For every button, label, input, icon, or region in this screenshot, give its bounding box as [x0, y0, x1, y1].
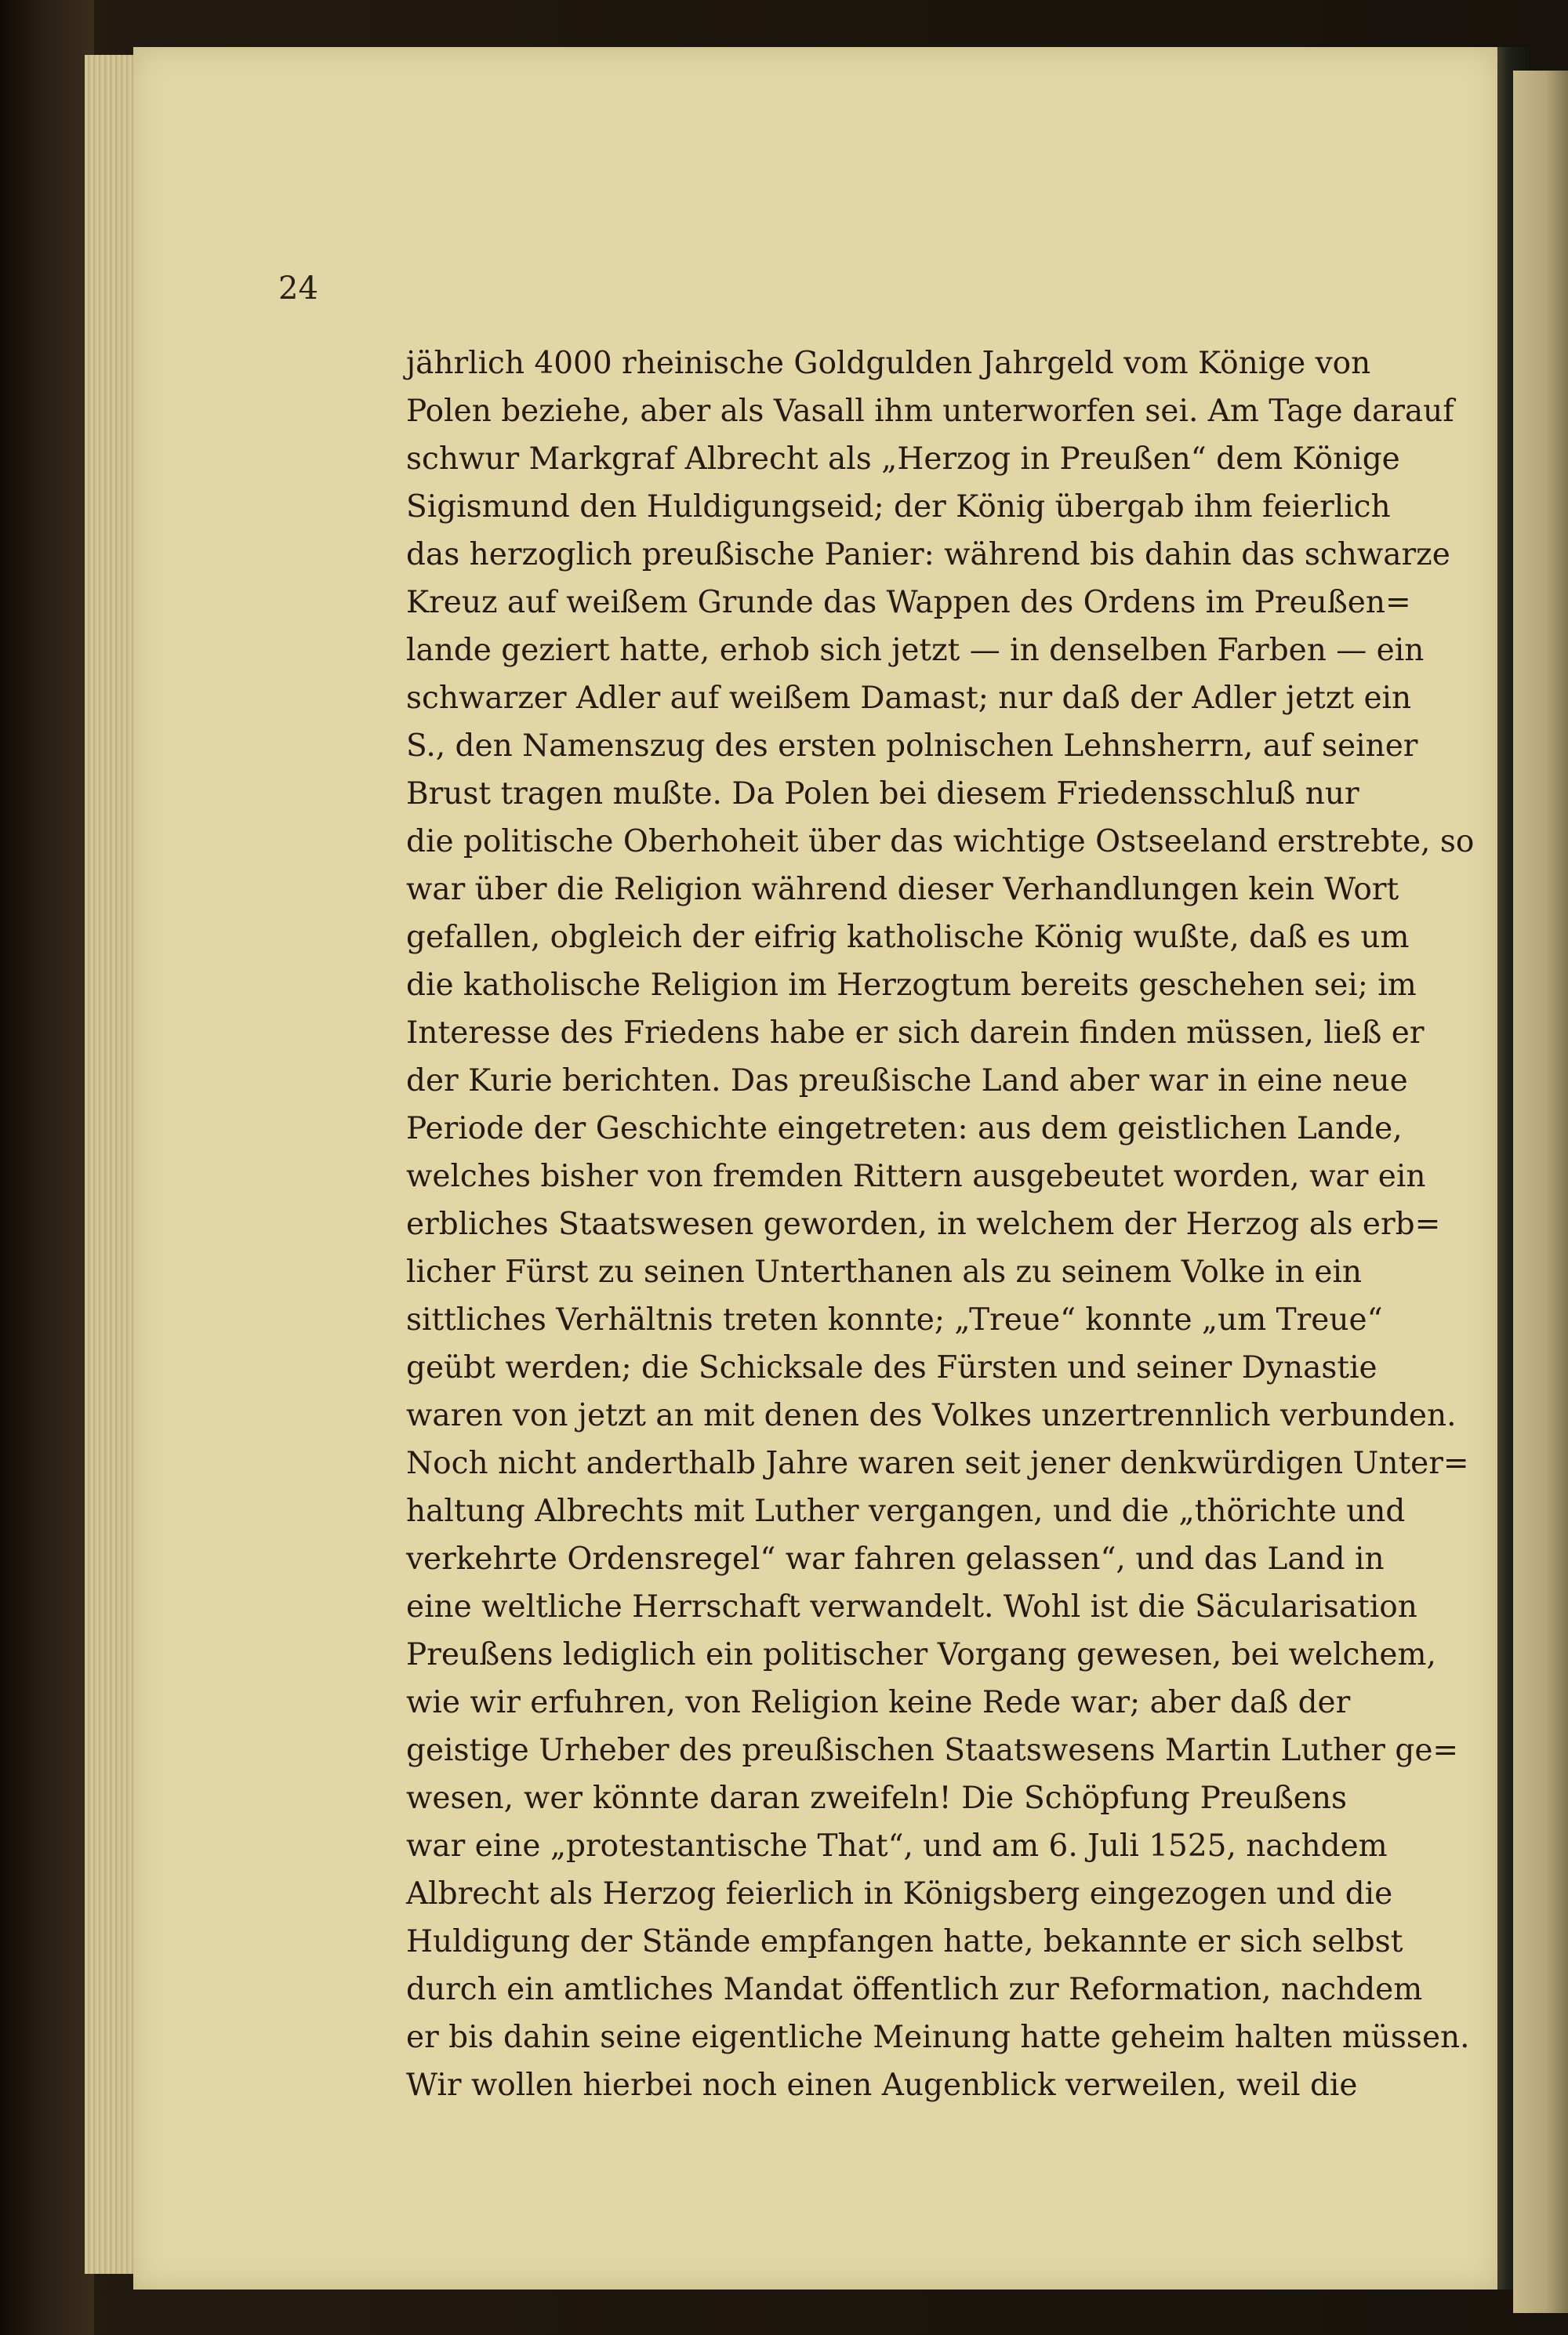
text-line: wesen, wer könnte daran zweifeln! Die Schöpfung Preußens	[406, 1781, 1347, 1816]
text-line: er bis dahin seine eigentliche Meinung hatte geheim halten müssen.	[406, 2020, 1470, 2055]
book-cover-edge	[0, 0, 94, 2335]
text-line: Albrecht als Herzog feierlich in Königsberg eingezogen und die	[406, 1876, 1393, 1912]
text-line: das herzoglich preußische Panier: während bis dahin das schwarze	[406, 537, 1450, 572]
text-line: Brust tragen mußte. Da Polen bei diesem Friedensschluß nur	[406, 776, 1359, 812]
text-line: war über die Religion während dieser Verhandlungen kein Wort	[406, 872, 1399, 907]
text-line: Noch nicht anderthalb Jahre waren seit jener denkwürdigen Unter=	[406, 1446, 1469, 1481]
text-line: wie wir erfuhren, von Religion keine Rede war; aber daß der	[406, 1685, 1351, 1720]
text-line: der Kurie berichten. Das preußische Land aber war in eine neue	[406, 1063, 1408, 1099]
page-stack-right	[1513, 71, 1568, 2313]
text-line: erbliches Staatswesen geworden, in welchem der Herzog als erb=	[406, 1207, 1441, 1242]
text-line: licher Fürst zu seinen Unterthanen als zu seinem Volke in ein	[406, 1255, 1363, 1290]
text-line: waren von jetzt an mit denen des Volkes unzertrennlich verbunden.	[406, 1398, 1457, 1433]
text-line: schwarzer Adler auf weißem Damast; nur daß der Adler jetzt ein	[406, 681, 1412, 716]
text-line: geübt werden; die Schicksale des Fürsten und seiner Dynastie	[406, 1350, 1377, 1385]
text-line: jährlich 4000 rheinische Goldgulden Jahrgeld vom Könige von	[406, 346, 1371, 381]
text-line: S., den Namenszug des ersten polnischen Lehnsherrn, auf seiner	[406, 728, 1418, 764]
text-line: sittliches Verhältnis treten konnte; „Treue“ konnte „um Treue“	[406, 1302, 1383, 1338]
text-line: geistige Urheber des preußischen Staatswesens Martin Luther ge=	[406, 1733, 1459, 1768]
text-line: haltung Albrechts mit Luther vergangen, und die „thörichte und	[406, 1494, 1406, 1529]
text-line: gefallen, obgleich der eifrig katholische König wußte, daß es um	[406, 920, 1410, 955]
text-line: Periode der Geschichte eingetreten: aus dem geistlichen Lande,	[406, 1111, 1403, 1146]
text-line: die politische Oberhoheit über das wichtige Ostseeland erstrebte, so	[406, 824, 1475, 859]
text-line: Preußens lediglich ein politischer Vorgang gewesen, bei welchem,	[406, 1637, 1436, 1672]
text-line: Sigismund den Huldigungseid; der König übergab ihm feierlich	[406, 489, 1391, 525]
text-line: Polen beziehe, aber als Vasall ihm unterworfen sei. Am Tage darauf	[406, 394, 1454, 429]
text-line: welches bisher von fremden Rittern ausgebeutet worden, war ein	[406, 1159, 1426, 1194]
page-stack-left	[85, 55, 140, 2274]
text-line: durch ein amtliches Mandat öffentlich zur Reformation, nachdem	[406, 1972, 1423, 2007]
text-line: Kreuz auf weißem Grunde das Wappen des Ordens im Preußen=	[406, 585, 1411, 620]
text-line: Huldigung der Stände empfangen hatte, bekannte er sich selbst	[406, 1924, 1403, 1959]
text-line: Wir wollen hierbei noch einen Augenblick verweilen, weil die	[406, 2068, 1358, 2103]
text-line: lande geziert hatte, erhob sich jetzt — in denselben Farben — ein	[406, 633, 1425, 668]
text-line: Interesse des Friedens habe er sich darein finden müssen, ließ er	[406, 1015, 1425, 1051]
text-line: die katholische Religion im Herzogtum bereits geschehen sei; im	[406, 968, 1417, 1003]
text-line: verkehrte Ordensregel“ war fahren gelassen“, und das Land in	[406, 1542, 1385, 1577]
text-line: war eine „protestantische That“, und am 6. Juli 1525, nachdem	[406, 1828, 1388, 1864]
text-line: eine weltliche Herrschaft verwandelt. Wohl ist die Säcularisation	[406, 1589, 1417, 1625]
page-number: 24	[278, 271, 318, 307]
text-line: schwur Markgraf Albrecht als „Herzog in Preußen“ dem Könige	[406, 441, 1400, 477]
body-text	[406, 340, 1475, 2109]
